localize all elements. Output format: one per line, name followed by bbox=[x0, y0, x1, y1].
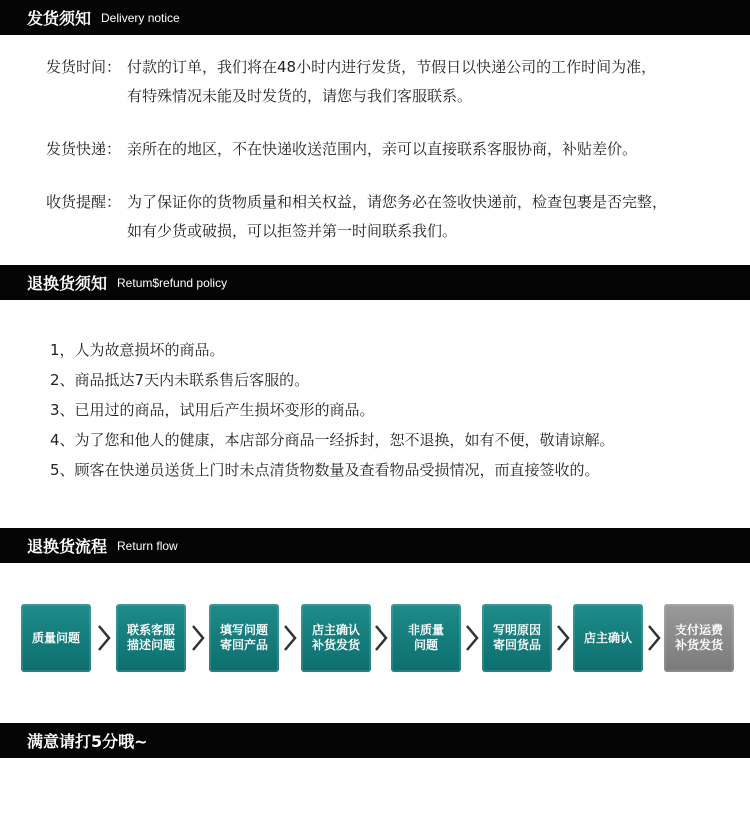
delivery-courier-label: 发货快递： bbox=[46, 140, 122, 158]
refund-item: 5、顾客在快递员送货上门时未点清货物数量及查看物品受损情况，而直接签收的。 bbox=[50, 461, 600, 479]
delivery-reminder-text-1: 为了保证你的货物质量和相关权益，请您务必在签收快递前，检查包裹是否完整， bbox=[127, 193, 668, 211]
refund-item: 1，人为故意损坏的商品。 bbox=[50, 341, 225, 359]
delivery-courier-text: 亲所在的地区，不在快递收送范围内，亲可以直接联系客服协商，补贴差价。 bbox=[127, 140, 638, 158]
rating-header bbox=[0, 723, 750, 758]
delivery-reminder-text-2: 如有少货或破损，可以拒签并第一时间联系我们。 bbox=[127, 222, 458, 240]
chevron-right-icon bbox=[283, 624, 297, 652]
refund-item: 4、为了您和他人的健康，本店部分商品一经拆封，恕不退换，如有不便，敬请谅解。 bbox=[50, 431, 615, 449]
flow-step-write-reason: 写明原因 寄回货品 bbox=[482, 604, 552, 672]
refund-item: 2、商品抵达7天内未联系售后客服的。 bbox=[50, 371, 310, 389]
refund-header bbox=[0, 265, 750, 300]
chevron-right-icon bbox=[374, 624, 388, 652]
delivery-time-label: 发货时间： bbox=[46, 58, 122, 76]
flow-title-en: Return flow bbox=[117, 538, 178, 553]
flow-step-fill-problem: 填写问题 寄回产品 bbox=[209, 604, 279, 672]
flow-step-owner-confirm: 店主确认 bbox=[573, 604, 643, 672]
chevron-right-icon bbox=[647, 624, 661, 652]
delivery-courier-row bbox=[46, 139, 637, 159]
chevron-right-icon bbox=[556, 624, 570, 652]
rating-title: 满意请打5分哦~ bbox=[27, 732, 148, 751]
refund-title: 退换货须知 bbox=[27, 274, 108, 293]
chevron-right-icon bbox=[465, 624, 479, 652]
chevron-right-icon bbox=[191, 624, 205, 652]
chevron-right-icon bbox=[97, 624, 111, 652]
refund-item: 3、已用过的商品，试用后产生损坏变形的商品。 bbox=[50, 401, 375, 419]
delivery-reminder-label: 收货提醒： bbox=[46, 193, 122, 211]
delivery-header bbox=[0, 0, 750, 35]
flow-step-pay-shipping: 支付运费 补货发货 bbox=[664, 604, 734, 672]
flow-title: 退换货流程 bbox=[27, 537, 108, 556]
delivery-title: 发货须知 bbox=[27, 9, 92, 28]
flow-step-quality-issue: 质量问题 bbox=[21, 604, 91, 672]
flow-header bbox=[0, 528, 750, 563]
delivery-title-en: Delivery notice bbox=[101, 10, 180, 25]
flow-step-owner-confirm-ship: 店主确认 补货发货 bbox=[301, 604, 371, 672]
flow-step-contact-service: 联系客服 描述问题 bbox=[116, 604, 186, 672]
delivery-reminder-row bbox=[46, 192, 667, 212]
flow-step-non-quality: 非质量 问题 bbox=[391, 604, 461, 672]
delivery-time-row bbox=[46, 57, 656, 77]
delivery-time-text-2: 有特殊情况未能及时发货的，请您与我们客服联系。 bbox=[127, 87, 473, 105]
delivery-time-text-1: 付款的订单，我们将在48小时内进行发货，节假日以快递公司的工作时间为准， bbox=[127, 58, 657, 76]
refund-title-en: Retum$refund policy bbox=[117, 275, 228, 290]
